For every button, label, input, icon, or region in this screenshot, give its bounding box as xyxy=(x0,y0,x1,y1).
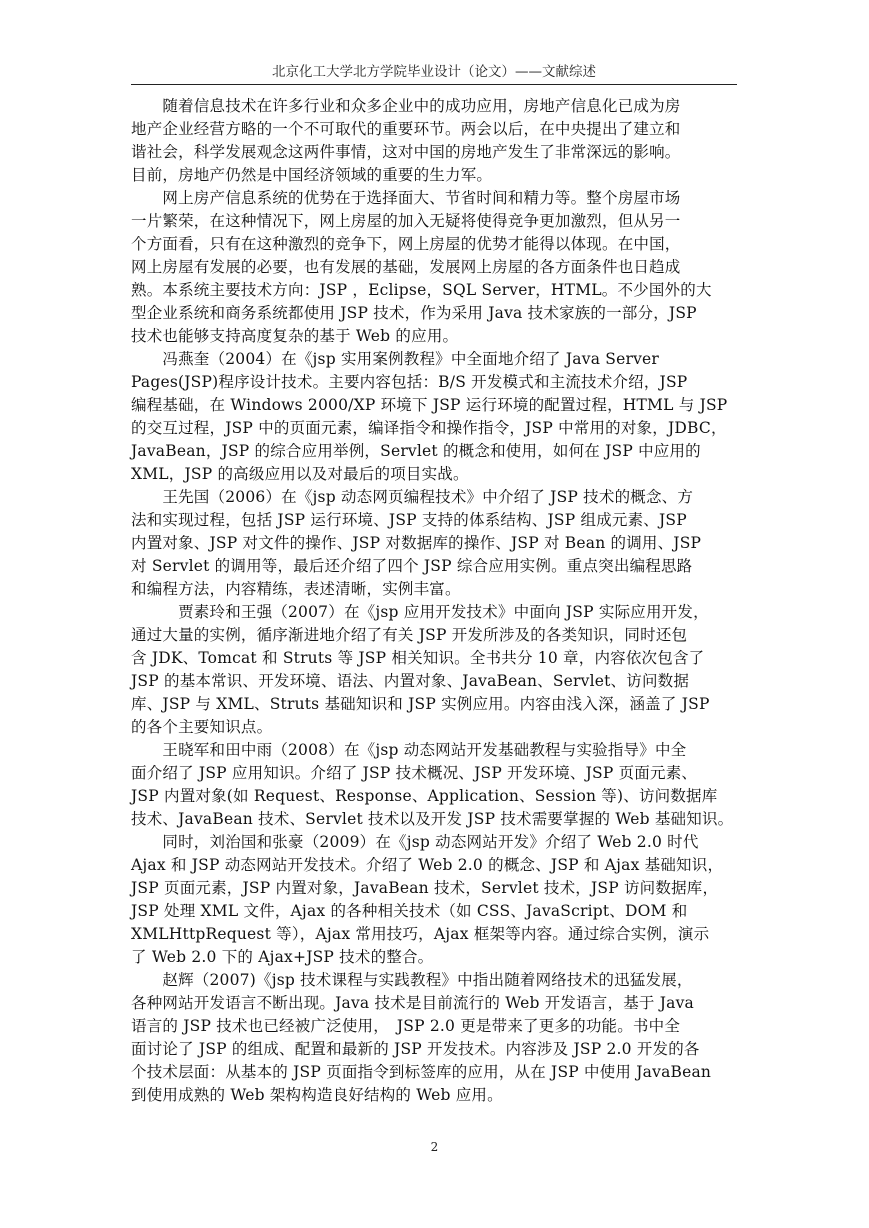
text-line: 技术也能够支持高度复杂的基于 Web 的应用。 xyxy=(131,327,459,345)
paragraph-2 xyxy=(131,187,737,348)
text-line: 到使用成熟的 Web 架构构造良好结构的 Web 应用。 xyxy=(131,1086,503,1104)
text-line: XML，JSP 的高级应用以及对最后的项目实战。 xyxy=(131,465,469,483)
text-line: JavaBean，JSP 的综合应用举例，Servlet 的概念和使用，如何在 JSP 中应用的 xyxy=(131,442,701,460)
paragraph-8 xyxy=(131,969,737,1107)
text-line: 对 Servlet 的调用等，最后还介绍了四个 JSP 综合应用实例。重点突出编程思路 xyxy=(131,557,693,575)
text-line: JSP 的基本常识、开发环境、语法、内置对象、JavaBean、Servlet、访问数据 xyxy=(131,672,690,690)
text-line: 熟。本系统主要技术方向：JSP ，Eclipse，SQL Server，HTML。不少国外的大 xyxy=(131,281,712,299)
paragraph-3 xyxy=(131,348,737,486)
text-line: Ajax 和 JSP 动态网站开发技术。介绍了 Web 2.0 的概念、JSP 和 Ajax 基础知识， xyxy=(131,856,724,874)
text-line: 个技术层面：从基本的 JSP 页面指令到标签库的应用，从在 JSP 中使用 JavaBean xyxy=(131,1063,712,1081)
text-line: 的交互过程，JSP 中的页面元素，编译指令和操作指令，JSP 中常用的对象，JDBC， xyxy=(131,419,727,437)
text-line: 王先国（2006）在《jsp 动态网页编程技术》中介绍了 JSP 技术的概念、方 xyxy=(131,488,694,506)
text-line: 同时，刘治国和张豪（2009）在《jsp 动态网站开发》介绍了 Web 2.0 时代 xyxy=(131,833,699,851)
text-line: 面讨论了 JSP 的组成、配置和最新的 JSP 开发技术。内容涉及 JSP 2.0 开发的各 xyxy=(131,1040,700,1058)
page-header: 北京化工大学北方学院毕业设计（论文）——文献综述 xyxy=(272,64,596,80)
text-line: 目前，房地产仍然是中国经济领域的重要的生力军。 xyxy=(131,166,493,184)
text-line: 通过大量的实例，循序渐进地介绍了有关 JSP 开发所涉及的各类知识，同时还包 xyxy=(131,626,688,644)
paragraph-6 xyxy=(131,739,737,831)
text-line: 冯燕奎（2004）在《jsp 实用案例教程》中全面地介绍了 Java Server xyxy=(131,350,660,368)
text-line: JSP 处理 XML 文件，Ajax 的各种相关技术（如 CSS、JavaScript、DOM 和 xyxy=(131,902,688,920)
text-line: 内置对象、JSP 对文件的操作、JSP 对数据库的操作、JSP 对 Bean 的调用、JSP xyxy=(131,534,702,552)
text-line: 和编程方法，内容精练，表述清晰，实例丰富。 xyxy=(131,580,461,598)
text-line: 赵辉（2007)《jsp 技术课程与实践教程》中指出随着网络技术的迅猛发展， xyxy=(131,971,693,989)
header-divider xyxy=(131,84,737,85)
paragraph-5 xyxy=(131,601,737,739)
text-line: 王晓军和田中雨（2008）在《jsp 动态网站开发基础教程与实验指导》中全 xyxy=(131,741,687,759)
paragraph-7 xyxy=(131,831,737,969)
text-line: 技术、JavaBean 技术、Servlet 技术以及开发 JSP 技术需要掌握的 Web 基础知识。 xyxy=(131,810,734,828)
text-line: 个方面看，只有在这种激烈的竞争下，网上房屋的优势才能得以体现。在中国， xyxy=(131,235,681,253)
page-number: 2 xyxy=(430,1140,439,1154)
text-line: JSP 内置对象(如 Request、Response、Application、Session 等)、访问数据库 xyxy=(131,787,718,805)
text-line: 面介绍了 JSP 应用知识。介绍了 JSP 技术概况、JSP 开发环境、JSP 页面元素、 xyxy=(131,764,698,782)
text-line: 一片繁荣，在这种情况下，网上房屋的加入无疑将使得竞争更加激烈，但从另一 xyxy=(131,212,681,230)
text-line: 谐社会，科学发展观念这两件事情，这对中国的房地产发生了非常深远的影响。 xyxy=(131,143,681,161)
text-line: 了 Web 2.0 下的 Ajax+JSP 技术的整合。 xyxy=(131,948,434,966)
text-line: 语言的 JSP 技术也已经被广泛使用， JSP 2.0 更是带来了更多的功能。书中全 xyxy=(131,1017,681,1035)
text-line: JSP 页面元素，JSP 内置对象，JavaBean 技术，Servlet 技术，JSP 访问数据库， xyxy=(131,879,719,897)
text-line: 型企业系统和商务系统都使用 JSP 技术，作为采用 Java 技术家族的一部分，JSP xyxy=(131,304,697,322)
paragraph-4 xyxy=(131,486,737,601)
text-line: XMLHttpRequest 等），Ajax 常用技巧，Ajax 框架等内容。通过综合实例，演示 xyxy=(131,925,710,943)
document-body xyxy=(131,95,737,1107)
text-line: 法和实现过程，包括 JSP 运行环境、JSP 支持的体系结构、JSP 组成元素、JSP xyxy=(131,511,687,529)
text-line: Pages(JSP)程序设计技术。主要内容包括：B/S 开发模式和主流技术介绍，JSP xyxy=(131,373,688,391)
text-line: 各种网站开发语言不断出现。Java 技术是目前流行的 Web 开发语言，基于 Java xyxy=(131,994,694,1012)
text-line: 编程基础，在 Windows 2000/XP 环境下 JSP 运行环境的配置过程，HTML 与 JSP xyxy=(131,396,728,414)
text-line: 网上房产信息系统的优势在于选择面大、节省时间和精力等。整个房屋市场 xyxy=(131,189,681,207)
text-line: 网上房屋有发展的必要，也有发展的基础，发展网上房屋的各方面条件也日趋成 xyxy=(131,258,681,276)
text-line: 贾素玲和王强（2007）在《jsp 应用开发技术》中面向 JSP 实际应用开发， xyxy=(131,603,709,621)
text-line: 随着信息技术在许多行业和众多企业中的成功应用，房地产信息化已成为房 xyxy=(131,97,681,115)
text-line: 含 JDK、Tomcat 和 Struts 等 JSP 相关知识。全书共分 10 章，内容依次包含了 xyxy=(131,649,705,667)
text-line: 的各个主要知识点。 xyxy=(131,718,273,736)
text-line: 地产企业经营方略的一个不可取代的重要环节。两会以后，在中央提出了建立和 xyxy=(131,120,681,138)
paragraph-1 xyxy=(131,95,737,187)
text-line: 库、JSP 与 XML、Struts 基础知识和 JSP 实例应用。内容由浅入深，涵盖了 JSP xyxy=(131,695,710,713)
